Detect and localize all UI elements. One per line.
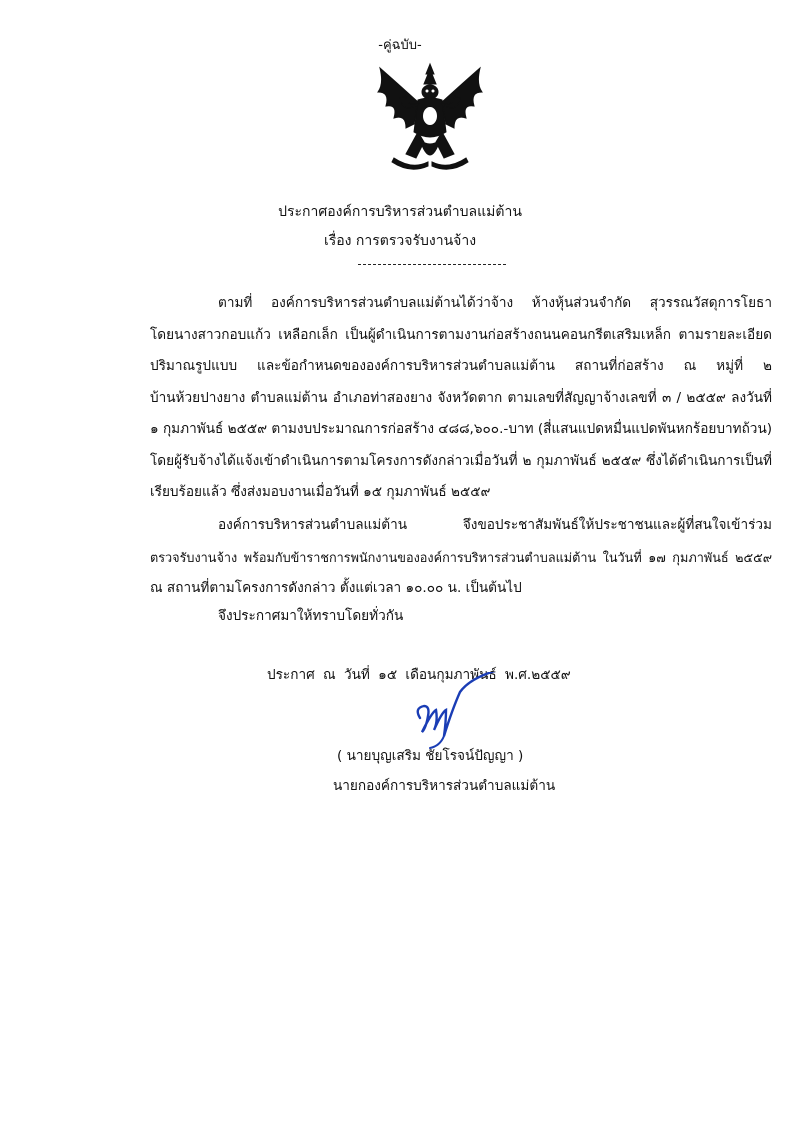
body-paragraph-1: [150, 288, 772, 509]
paragraph-line: ๑ กุมภาพันธ์ ๒๕๕๙ ตามงบประมาณการก่อสร้าง ๔๘๘,๖๐๐.-บาท (สี่แสนแปดหมื่นแปดพันหกร้อยบาทถ้วน): [150, 421, 772, 437]
announcement-subject: เรื่อง การตรวจรับงานจ้าง: [323, 233, 477, 249]
paragraph-line: ตามที่ องค์การบริหารส่วนตำบลแม่ต้านได้ว่าจ้าง ห้างหุ้นส่วนจำกัด สุวรรณวัสดุการโยธา: [218, 295, 772, 311]
announcement-title: ประกาศองค์การบริหารส่วนตำบลแม่ต้าน: [278, 204, 522, 220]
paragraph-line: ปริมาณรูปแบบ และข้อกำหนดขององค์การบริหารส่วนตำบลแม่ต้าน สถานที่ก่อสร้าง ณ หมู่ที่ ๒: [150, 358, 772, 374]
paragraph-line: องค์การบริหารส่วนตำบลแม่ต้าน จึงขอประชาสัมพันธ์ให้ประชาชนและผู้ที่สนใจเข้าร่วม: [218, 517, 772, 533]
copy-mark: -คู่ฉบับ-: [378, 38, 422, 53]
body-paragraph-2: [150, 510, 772, 605]
handwritten-signature-icon: [400, 672, 540, 752]
signer-position: นายกองค์การบริหารส่วนตำบลแม่ต้าน: [333, 778, 556, 794]
issued-date-line: ประกาศ ณ วันที่ ๑๕ เดือนกุมภาพันธ์ พ.ศ.๒๕๕๙: [267, 667, 571, 683]
signer-name: ( นายบุญเสริม ชัยโรจน์ปัญญา ): [337, 748, 524, 764]
paragraph-line: ตรวจรับงานจ้าง พร้อมกับข้าราชการพนักงานขององค์การบริหารส่วนตำบลแม่ต้าน ในวันที่ ๑๗ กุมภาพันธ์ ๒๕๕๙: [150, 549, 772, 565]
paragraph-line: บ้านห้วยปางยาง ตำบลแม่ต้าน อำเภอท่าสองยาง จังหวัดตาก ตามเลขที่สัญญาจ้างเลขที่ ๓ / ๒๕๕๙ ลงวันที่: [150, 389, 772, 406]
title-divider: [358, 264, 506, 265]
paragraph-line: โดยผู้รับจ้างได้แจ้งเข้าดำเนินการตามโครงการดังกล่าวเมื่อวันที่ ๒ กุมภาพันธ์ ๒๕๕๙ ซึ่งได้ดำเนินการเป็นที่: [150, 452, 772, 469]
garuda-emblem-icon: [372, 62, 488, 172]
paragraph-line: ณ สถานที่ตามโครงการดังกล่าว ตั้งแต่เวลา ๑๐.๐๐ น. เป็นต้นไป: [150, 580, 522, 596]
paragraph-line: โดยนางสาวกอบแก้ว เหลือกเล็ก เป็นผู้ดำเนินการตามงานก่อสร้างถนนคอนกรีตเสริมเหล็ก ตามรายละเอียด: [150, 326, 772, 343]
closing-statement: จึงประกาศมาให้ทราบโดยทั่วกัน: [218, 608, 404, 624]
paragraph-line: เรียบร้อยแล้ว ซึ่งส่งมอบงานเมื่อวันที่ ๑๕ กุมภาพันธ์ ๒๕๕๙: [150, 484, 491, 500]
